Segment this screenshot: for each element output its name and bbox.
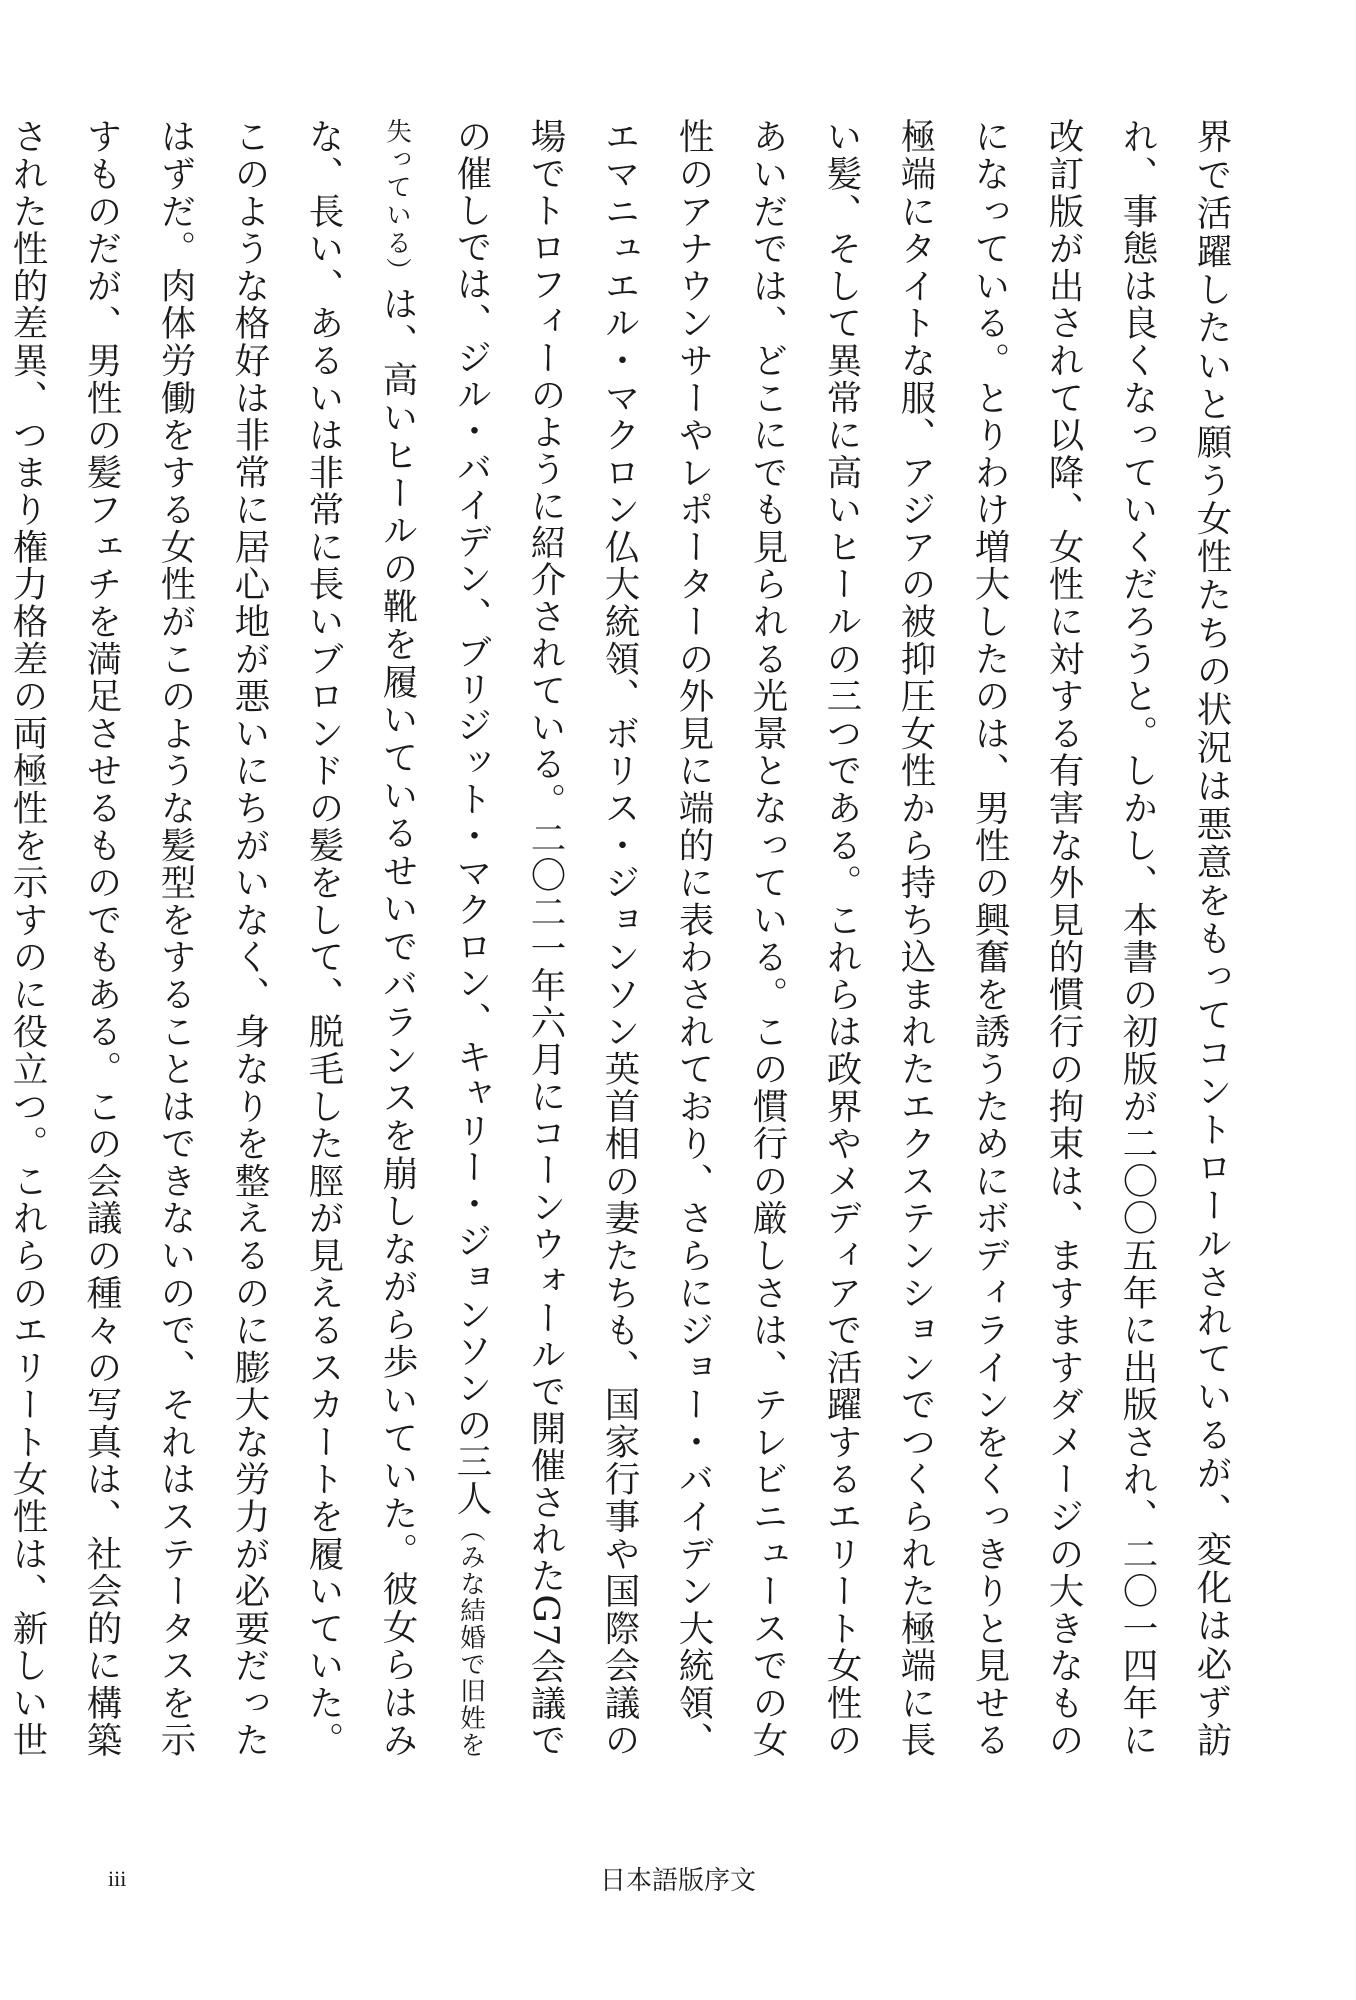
running-footer-title: 日本語版序文 — [599, 1866, 756, 1896]
page-number: iii — [108, 1866, 127, 1891]
paragraph-1-part-2: は、高いヒールの靴を履いているせいでバランスを崩しながら歩いていた。彼女らはみな、長い、あるいは非常に長いブロンドの髪をして、脱毛した脛が見えるスカートを履いていた。このような格好は非常に居心地が悪いにちがいなく、身なりを整えるのに膨大な労力が必要だったはずだ。肉体労働をする女性がこのような髪型をすることはできないので、それはステータスを示すものだが、男性の髪フェチを満足させるものでもある。この会議の種々の写真は、社会的に構築された性的差異、つまり権力格差の両極性を示すのに役立つ。これらのエリート女性は、新しい世 — [7, 118, 418, 1759]
paragraph-continued — [0, 118, 1248, 1758]
inline-annotation: （みな結婚で旧姓を失っている） — [382, 118, 486, 1758]
paragraph-1-part-1: 界で活躍したいと願う女性たちの状況は悪意をもってコントロールされているが、変化は必ず訪れ、事態は良くなっていくだろうと。しかし、本書の初版が二〇〇五年に出版され、二〇一四年に改訂版が出されて以降、女性に対する有害な外見的慣行の拘束は、ますますダメージの大きなものになっている。とりわけ増大したのは、男性の興奮を誘うためにボディラインをくっきりと見せる極端にタイトな服、アジアの被抑圧女性から持ち込まれたエクステンションでつくられた極端に長い髪、そして異常に高いヒールの三つである。これらは政界やメディアで活躍するエリート女性のあいだでは、どこにでも見られる光景となっている。この慣行の厳しさは、テレビニュースでの女性のアナウンサーやレポーターの外見に端的に表わされており、さらにジョー・バイデン大統領、エマニュエル・マクロン仏大統領、ボリス・ジョンソン英首相の妻たちも、国家行事や国際会議の場でトロフィーのように紹介されている。二〇二一年六月にコーンウォールで開催されたG7会議での催しでは、ジル・バイデン、ブリジット・マクロン、キャリー・ジョンソンの三人 — [451, 118, 1232, 1759]
vertical-text-body — [7, 118, 1248, 1759]
